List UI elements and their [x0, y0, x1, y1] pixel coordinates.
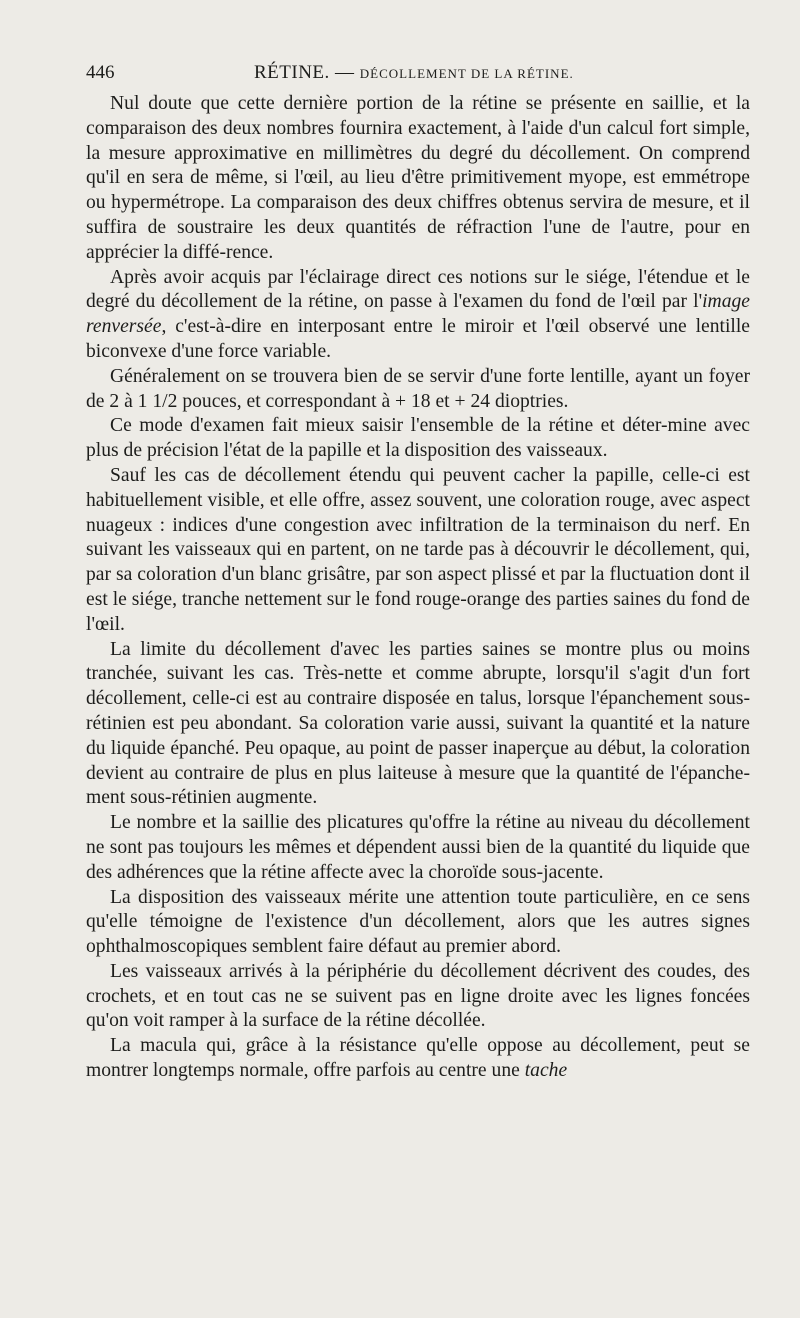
- paragraph-3: Généralement on se trouvera bien de se servir d'une forte lentille, ayant un foyer de 2 à 1 1/2 pouces, et correspondant à + 18 et + 24 dioptries.: [86, 365, 750, 412]
- page-number: 446: [86, 62, 115, 83]
- paragraph-2-text-after: , c'est-à-dire en interposant entre le miroir et l'œil observé une lentille biconvexe d'une force variable.: [86, 316, 750, 362]
- body-text: [86, 92, 750, 1084]
- paragraph-2: [86, 266, 750, 365]
- paragraph-2-text-before: Après avoir acquis par l'éclairage direct ces notions sur le siége, l'étendue et le degré du décollement de la rétine, on passe à l'examen du fond de l'œil par l': [86, 266, 750, 313]
- paragraph-2-italic: image renversée: [86, 291, 750, 338]
- paragraph-6: La limite du décollement d'avec les parties saines se montre plus ou moins tranchée, suivant les cas. Très-nette et comme abrupte, lorsqu'il s'agit d'un fort décollement, celle-ci est au contraire disposée en talus, lorsque l'épanchement sous-rétinien est peu abondant. Sa coloration varie aussi, suivant la quantité et la nature du liquide épanché. Peu opaque, au point de passer inaperçue au début, la coloration devient au contraire de plus en plus laiteuse à mesure que la quantité de l'épanche-ment sous-rétinien augmente.: [86, 638, 750, 809]
- running-title: [254, 62, 574, 84]
- paragraph-7: Le nombre et la saillie des plicatures qu'offre la rétine au niveau du décollement ne sont pas toujours les mêmes et dépendent aussi bien de la quantité du liquide que des adhérences que la rétine affecte avec la choroïde sous-jacente.: [86, 812, 750, 883]
- paragraph-8: La disposition des vaisseaux mérite une attention toute particulière, en ce sens qu'elle témoigne de l'existence d'un décollement, alors que les autres signes ophthalmoscopiques semblent faire défaut au premier abord.: [86, 886, 750, 958]
- paragraph-9: Les vaisseaux arrivés à la périphérie du décollement décrivent des coudes, des crochets, et en tout cas ne se suivent pas en ligne droite avec les lignes foncées qu'on voit ramper à la surface de la rétine décollée.: [86, 960, 750, 1032]
- paragraph-1: Nul doute que cette dernière portion de la rétine se présente en saillie, et la comparaison des deux nombres fournira exactement, à l'aide d'un calcul fort simple, la mesure approximative en millimètres du degré du décollement. On comprend qu'il en sera de même, si l'œil, au lieu d'être primitivement myope, est emmétrope ou hypermétrope. La comparaison des deux chiffres obtenus servira de mesure, et il suffira de soustraire les deux quantités de réfraction l'une de l'autre, pour en apprécier la diffé-rence.: [86, 93, 750, 263]
- running-head: [86, 62, 750, 86]
- running-title-dash: —: [329, 62, 360, 83]
- paragraph-4: Ce mode d'examen fait mieux saisir l'ensemble de la rétine et déter-mine avec plus de précision l'état de la papille et la disposition des vaisseaux.: [86, 415, 750, 462]
- paragraph-10: [86, 1034, 750, 1084]
- running-title-sub: DÉCOLLEMENT DE LA RÉTINE.: [359, 66, 574, 81]
- paragraph-10-text-before: La macula qui, grâce à la résistance qu'elle oppose au décollement, peut se montrer longtemps normale, offre parfois au centre une: [86, 1035, 750, 1082]
- paragraph-5: Sauf les cas de décollement étendu qui peuvent cacher la papille, celle-ci est habituellement visible, et elle offre, assez souvent, une coloration rouge, avec aspect nuageux : indices d'une congestion avec infiltration de la terminaison du nerf. En suivant les vaisseaux qui en partent, on ne tarde pas à découvrir le décollement, qui, par sa coloration d'un blanc grisâtre, par son aspect plissé et par la fluctuation dont il est le siége, tranche nettement sur le fond rouge-orange des parties saines du fond de l'œil.: [86, 464, 750, 635]
- running-title-main: RÉTINE.: [254, 62, 330, 83]
- paragraph-10-italic: tache: [524, 1060, 568, 1082]
